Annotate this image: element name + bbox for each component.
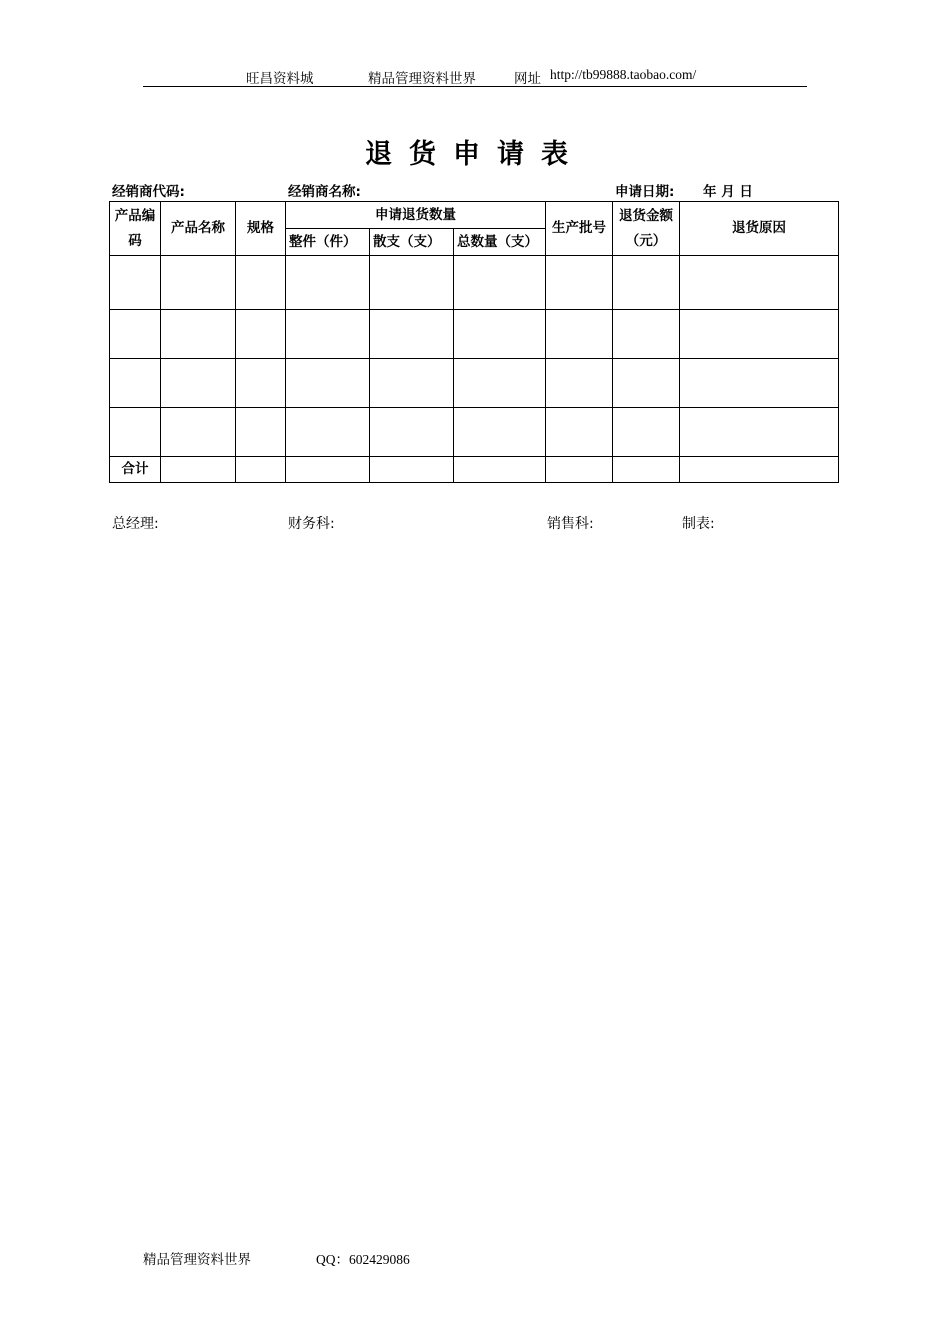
cell-qty-loose[interactable] xyxy=(370,256,454,310)
total-cell-batch[interactable] xyxy=(546,457,613,483)
header-return-reason: 退货原因 xyxy=(680,202,839,256)
cell-batch[interactable] xyxy=(546,408,613,457)
table-row xyxy=(110,408,839,457)
total-row xyxy=(110,457,839,483)
cell-qty-whole[interactable] xyxy=(286,256,370,310)
signature-general-manager: 总经理: xyxy=(112,516,159,532)
cell-batch[interactable] xyxy=(546,256,613,310)
footer-slogan: 精品管理资料世界 xyxy=(143,1252,251,1267)
cell-qty-whole[interactable] xyxy=(286,408,370,457)
header-qty-loose: 散支（支） xyxy=(370,229,454,256)
header-product-name: 产品名称 xyxy=(161,202,236,256)
cell-amount[interactable] xyxy=(613,408,680,457)
cell-qty-loose[interactable] xyxy=(370,408,454,457)
signature-finance: 财务科: xyxy=(288,516,335,532)
header-url-label: 网址 xyxy=(514,71,541,86)
cell-product-name[interactable] xyxy=(161,310,236,359)
cell-qty-total[interactable] xyxy=(454,310,546,359)
header-shop: 旺昌资料城 xyxy=(246,71,314,86)
cell-reason[interactable] xyxy=(680,256,839,310)
total-cell-qty-whole[interactable] xyxy=(286,457,370,483)
cell-batch[interactable] xyxy=(546,310,613,359)
table-row xyxy=(110,359,839,408)
cell-amount[interactable] xyxy=(613,359,680,408)
page-title: 退货申请表 xyxy=(365,139,585,170)
total-cell-reason[interactable] xyxy=(680,457,839,483)
total-label: 合计 xyxy=(110,457,161,483)
header-slogan: 精品管理资料世界 xyxy=(368,71,476,86)
cell-qty-total[interactable] xyxy=(454,359,546,408)
cell-spec[interactable] xyxy=(236,359,286,408)
cell-reason[interactable] xyxy=(680,310,839,359)
total-cell-qty-loose[interactable] xyxy=(370,457,454,483)
cell-spec[interactable] xyxy=(236,408,286,457)
cell-product-code[interactable] xyxy=(110,256,161,310)
application-date-label: 申请日期: xyxy=(615,184,675,200)
cell-reason[interactable] xyxy=(680,408,839,457)
cell-amount[interactable] xyxy=(613,256,680,310)
return-request-table xyxy=(109,201,839,483)
header-spec: 规格 xyxy=(236,202,286,256)
table-row xyxy=(110,256,839,310)
cell-qty-loose[interactable] xyxy=(370,359,454,408)
dealer-name-label: 经销商名称: xyxy=(288,184,361,200)
cell-product-name[interactable] xyxy=(161,408,236,457)
cell-qty-total[interactable] xyxy=(454,408,546,457)
cell-qty-total[interactable] xyxy=(454,256,546,310)
cell-product-code[interactable] xyxy=(110,310,161,359)
cell-product-name[interactable] xyxy=(161,256,236,310)
table-row xyxy=(110,310,839,359)
total-cell-product-name[interactable] xyxy=(161,457,236,483)
dealer-code-label: 经销商代码: xyxy=(112,184,185,200)
footer-qq: QQ：602429086 xyxy=(316,1252,410,1267)
cell-amount[interactable] xyxy=(613,310,680,359)
header-product-code: 产品编码 xyxy=(110,202,161,256)
header-row xyxy=(110,202,839,229)
total-cell-qty-total[interactable] xyxy=(454,457,546,483)
table-body xyxy=(110,256,839,483)
header-qty-total: 总数量（支） xyxy=(454,229,546,256)
cell-product-code[interactable] xyxy=(110,359,161,408)
signature-sales: 销售科: xyxy=(547,516,594,532)
header-batch-number: 生产批号 xyxy=(546,202,613,256)
application-date-value: 年 月 日 xyxy=(703,184,753,200)
cell-batch[interactable] xyxy=(546,359,613,408)
cell-reason[interactable] xyxy=(680,359,839,408)
signature-preparer: 制表: xyxy=(682,516,715,532)
total-cell-spec[interactable] xyxy=(236,457,286,483)
page-header xyxy=(143,66,807,87)
total-cell-amount[interactable] xyxy=(613,457,680,483)
cell-qty-loose[interactable] xyxy=(370,310,454,359)
header-url-link[interactable]: http://tb99888.taobao.com/ xyxy=(550,67,697,82)
cell-qty-whole[interactable] xyxy=(286,359,370,408)
cell-product-name[interactable] xyxy=(161,359,236,408)
header-return-quantity: 申请退货数量 xyxy=(286,202,546,229)
cell-qty-whole[interactable] xyxy=(286,310,370,359)
cell-spec[interactable] xyxy=(236,256,286,310)
header-return-amount: 退货金额（元） xyxy=(613,202,680,256)
cell-product-code[interactable] xyxy=(110,408,161,457)
header-qty-whole: 整件（件） xyxy=(286,229,370,256)
cell-spec[interactable] xyxy=(236,310,286,359)
